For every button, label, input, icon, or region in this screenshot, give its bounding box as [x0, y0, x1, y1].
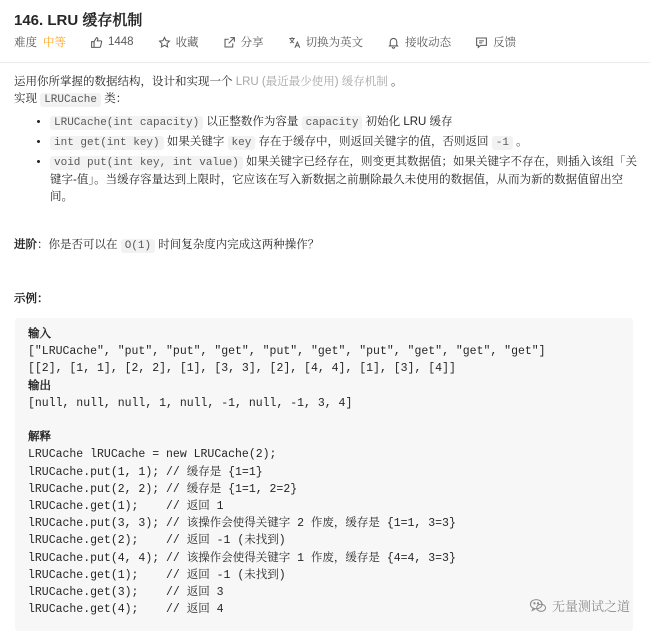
get-text-mid: 存在于缓存中，则返回关键字的值，否则返回 — [255, 136, 492, 148]
minus-one-code: -1 — [492, 136, 513, 150]
subscribe-button[interactable] — [387, 34, 451, 50]
share-icon — [223, 36, 236, 49]
watermark-text: 无量测试之道 — [551, 599, 630, 614]
intro-text: 运用你所掌握的数据结构，设计和实现一个 — [14, 76, 236, 88]
list-item — [50, 134, 640, 152]
capacity-code: capacity — [302, 116, 363, 130]
code-line: ["LRUCache", "put", "put", "get", "put", "get", "put", "get", "get", "get"] — [28, 345, 546, 359]
lru-link[interactable]: LRU (最近最少使用) 缓存机制 — [235, 76, 388, 88]
code-line: lRUCache.get(4); // 返回 4 — [28, 603, 224, 617]
advance-text: ：你是否可以在 — [37, 239, 121, 251]
difficulty — [14, 34, 66, 50]
switch-language-button[interactable] — [288, 34, 364, 50]
get-text-end: 。 — [512, 136, 528, 148]
problem-description — [14, 74, 634, 109]
problem-meta-bar — [14, 34, 540, 50]
code-line: lRUCache.get(1); // 返回 1 — [28, 500, 224, 514]
thumbs-up-icon — [90, 36, 103, 49]
description-implement — [14, 91, 634, 109]
code-line: [[2], [1, 1], [2, 2], [1], [3, 3], [2], [4, 4], [1], [3], [4]] — [28, 362, 456, 376]
difficulty-label: 难度 — [14, 37, 37, 49]
implement-text: 实现 — [14, 93, 41, 105]
code-section-header: 输出 — [28, 379, 51, 392]
wechat-icon — [529, 598, 547, 614]
constructor-text-end: 初始化 LRU 缓存 — [362, 116, 453, 128]
switch-language-label: 切换为英文 — [305, 37, 364, 49]
description-intro — [14, 74, 634, 91]
constructor-text: 以正整数作为容量 — [203, 116, 302, 128]
share-label: 分享 — [240, 37, 264, 49]
share-button[interactable] — [223, 34, 264, 50]
get-text: 如果关键字 — [163, 136, 228, 148]
star-icon — [158, 36, 171, 49]
page-title: 146. LRU 缓存机制 — [14, 12, 143, 29]
feedback-icon — [475, 36, 488, 49]
example-heading: 示例： — [14, 293, 49, 305]
favorite-label: 收藏 — [175, 37, 199, 49]
example-code — [28, 326, 546, 618]
code-section-header: 输入 — [28, 328, 51, 340]
code-line: lRUCache.put(4, 4); // 该操作会使得关键字 1 作废，缓存是 {4=4, 3=3} — [28, 551, 456, 565]
advance-text-end: 时间复杂度内完成这两种操作？ — [155, 239, 320, 251]
watermark — [529, 596, 630, 615]
code-line: lRUCache.put(1, 1); // 缓存是 {1=1} — [28, 465, 263, 479]
like-count: 1448 — [108, 36, 134, 48]
difficulty-badge: 中等 — [43, 37, 66, 49]
code-line: lRUCache.get(2); // 返回 -1 (未找到) — [28, 534, 286, 548]
code-line: LRUCache lRUCache = new LRUCache(2); — [28, 448, 277, 462]
class-name-code: LRUCache — [40, 93, 101, 107]
constructor-code: LRUCache(int capacity) — [50, 116, 203, 130]
complexity-code: O(1) — [121, 239, 155, 253]
code-line: [null, null, null, 1, null, -1, null, -1, 3, 4] — [28, 396, 353, 410]
method-list — [36, 114, 640, 208]
code-line: lRUCache.get(1); // 返回 -1 (未找到) — [28, 568, 286, 582]
get-method-code: int get(int key) — [50, 136, 164, 150]
put-method-code: void put(int key, int value) — [50, 156, 243, 170]
intro-suffix: 。 — [387, 76, 403, 88]
example-code-block — [15, 318, 633, 631]
put-text: 如果关键字已经存在，则变更其数据值；如果关键字不存在，则插入该组「关键字-值」。当缓存容量达到上限时，它应该在写入新数据之前删除最久未使用的数据值，从而为新的数据值留出空间。 — [50, 156, 638, 203]
favorite-button[interactable] — [158, 34, 199, 50]
key-code: key — [228, 136, 256, 150]
subscribe-label: 接收动态 — [405, 37, 452, 49]
feedback-label: 反馈 — [493, 37, 517, 49]
implement-suffix: 类： — [101, 93, 128, 105]
list-item — [50, 154, 640, 206]
code-line: lRUCache.put(3, 3); // 该操作会使得关键字 2 作废，缓存是 {1=1, 3=3} — [28, 517, 456, 531]
code-section-header: 解释 — [28, 431, 51, 444]
code-line: lRUCache.put(2, 2); // 缓存是 {1=1, 2=2} — [28, 482, 298, 496]
advance-label: 进阶 — [14, 239, 37, 251]
advance-note — [14, 236, 319, 252]
header-divider — [0, 62, 650, 63]
translate-icon — [288, 36, 301, 49]
like-button[interactable] — [90, 36, 134, 49]
list-item — [50, 114, 640, 132]
code-line: lRUCache.get(3); // 返回 3 — [28, 586, 224, 600]
bell-icon — [387, 36, 400, 49]
feedback-button[interactable] — [475, 34, 516, 50]
